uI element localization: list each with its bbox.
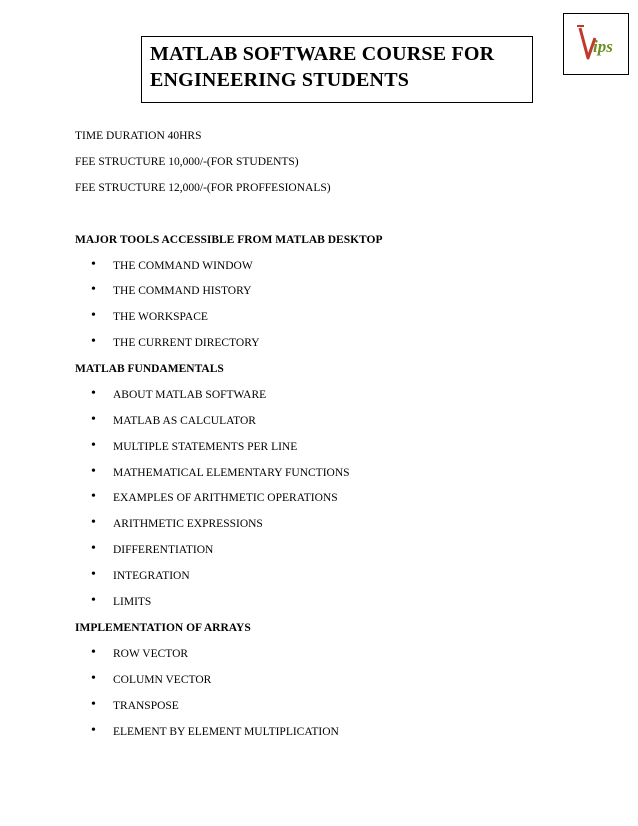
bullet-icon: • — [91, 489, 96, 504]
list-item: INTEGRATION — [113, 570, 190, 582]
list-item: TRANSPOSE — [113, 700, 179, 712]
bullet-icon: • — [91, 515, 96, 530]
list-item: MULTIPLE STATEMENTS PER LINE — [113, 441, 298, 453]
list-item: MATHEMATICAL ELEMENTARY FUNCTIONS — [113, 467, 350, 479]
list-item: LIMITS — [113, 596, 152, 608]
section-heading-arrays: IMPLEMENTATION OF ARRAYS — [75, 622, 251, 634]
list-item: ARITHMETIC EXPRESSIONS — [113, 518, 263, 530]
bullet-icon: • — [91, 671, 96, 686]
list-item: DIFFERENTIATION — [113, 544, 214, 556]
bullet-icon: • — [91, 567, 96, 582]
fee-professionals: FEE STRUCTURE 12,000/-(FOR PROFFESIONALS) — [75, 182, 331, 194]
bullet-icon: • — [91, 723, 96, 738]
section-heading-tools: MAJOR TOOLS ACCESSIBLE FROM MATLAB DESKTOP — [75, 234, 383, 246]
list-item: ELEMENT BY ELEMENT MULTIPLICATION — [113, 726, 339, 738]
list-item: THE COMMAND HISTORY — [113, 285, 252, 297]
bullet-icon: • — [91, 308, 96, 323]
fee-students: FEE STRUCTURE 10,000/-(FOR STUDENTS) — [75, 156, 299, 168]
bullet-icon: • — [91, 282, 96, 297]
bullet-icon: • — [91, 334, 96, 349]
bullet-icon: • — [91, 438, 96, 453]
list-item: ROW VECTOR — [113, 648, 189, 660]
course-title-line-2: ENGINEERING STUDENTS — [150, 69, 410, 91]
bullet-icon: • — [91, 541, 96, 556]
bullet-icon: • — [91, 412, 96, 427]
list-item: THE COMMAND WINDOW — [113, 260, 253, 272]
list-item: THE CURRENT DIRECTORY — [113, 337, 260, 349]
course-title-box — [141, 36, 533, 103]
logo-box — [563, 13, 629, 75]
list-item: ABOUT MATLAB SOFTWARE — [113, 389, 267, 401]
bullet-icon: • — [91, 257, 96, 272]
list-item: THE WORKSPACE — [113, 311, 208, 323]
course-title-line-1: MATLAB SOFTWARE COURSE FOR — [150, 43, 495, 65]
bullet-icon: • — [91, 593, 96, 608]
vips-logo-icon — [564, 14, 628, 74]
bullet-icon: • — [91, 464, 96, 479]
list-item: EXAMPLES OF ARITHMETIC OPERATIONS — [113, 492, 338, 504]
bullet-icon: • — [91, 697, 96, 712]
list-item: MATLAB AS CALCULATOR — [113, 415, 256, 427]
section-heading-fundamentals: MATLAB FUNDAMENTALS — [75, 363, 224, 375]
time-duration: TIME DURATION 40HRS — [75, 130, 202, 142]
bullet-icon: • — [91, 386, 96, 401]
list-item: COLUMN VECTOR — [113, 674, 212, 686]
bullet-icon: • — [91, 645, 96, 660]
svg-text:ips: ips — [593, 37, 613, 56]
